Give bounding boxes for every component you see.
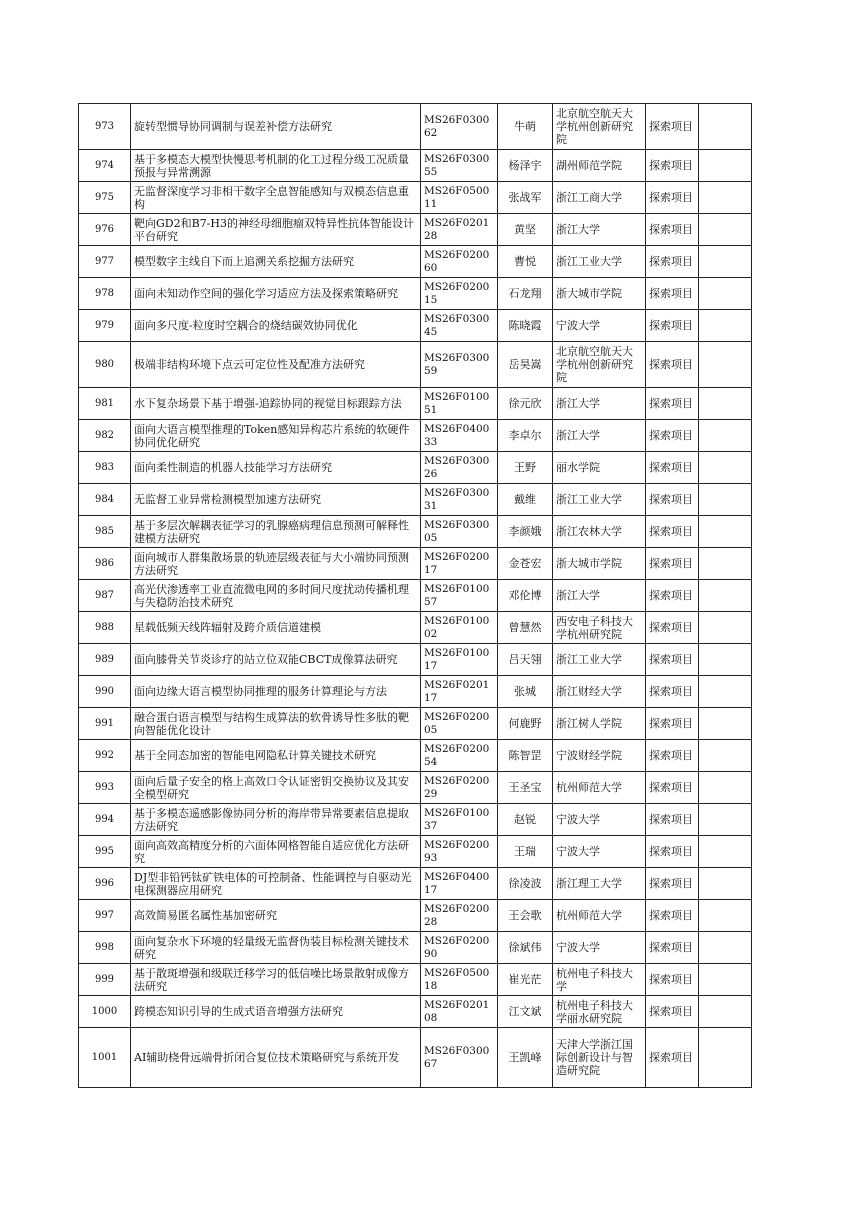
project-type: 探索项目 — [646, 420, 699, 452]
table-row — [79, 342, 752, 388]
table-row — [79, 310, 752, 342]
project-type: 探索项目 — [646, 342, 699, 388]
remarks-cell — [699, 740, 752, 772]
remarks-cell — [699, 278, 752, 310]
table-row — [79, 580, 752, 612]
principal-investigator: 张战军 — [498, 182, 553, 214]
project-code: MS26F030059 — [421, 342, 498, 388]
remarks-cell — [699, 342, 752, 388]
row-number: 987 — [79, 580, 131, 612]
institution: 浙江农林大学 — [553, 516, 646, 548]
institution: 浙江工业大学 — [553, 484, 646, 516]
table-row — [79, 516, 752, 548]
row-number: 990 — [79, 676, 131, 708]
row-number: 979 — [79, 310, 131, 342]
project-type: 探索项目 — [646, 580, 699, 612]
principal-investigator: 李卓尔 — [498, 420, 553, 452]
institution: 丽水学院 — [553, 452, 646, 484]
project-code: MS26F010017 — [421, 644, 498, 676]
project-title: 基于多模态遥感影像协同分析的海岸带异常要素信息提取方法研究 — [131, 804, 421, 836]
project-code: MS26F050011 — [421, 182, 498, 214]
principal-investigator: 赵锐 — [498, 804, 553, 836]
project-title: 面向复杂水下环境的轻量级无监督伪装目标检测关键技术研究 — [131, 932, 421, 964]
table-row — [79, 996, 752, 1028]
remarks-cell — [699, 868, 752, 900]
table-row — [79, 804, 752, 836]
project-code: MS26F010057 — [421, 580, 498, 612]
project-type: 探索项目 — [646, 104, 699, 150]
principal-investigator: 王会歌 — [498, 900, 553, 932]
project-type: 探索项目 — [646, 836, 699, 868]
project-code: MS26F020108 — [421, 996, 498, 1028]
principal-investigator: 李颜娥 — [498, 516, 553, 548]
principal-investigator: 吕天翎 — [498, 644, 553, 676]
principal-investigator: 金苍宏 — [498, 548, 553, 580]
table-row — [79, 548, 752, 580]
row-number: 995 — [79, 836, 131, 868]
institution: 西安电子科技大学杭州研究院 — [553, 612, 646, 644]
principal-investigator: 王凯峰 — [498, 1028, 553, 1088]
principal-investigator: 王野 — [498, 452, 553, 484]
institution: 宁波大学 — [553, 804, 646, 836]
project-title: 面向未知动作空间的强化学习适应方法及探索策略研究 — [131, 278, 421, 310]
project-title: 跨模态知识引导的生成式语音增强方法研究 — [131, 996, 421, 1028]
row-number: 984 — [79, 484, 131, 516]
remarks-cell — [699, 964, 752, 996]
row-number: 988 — [79, 612, 131, 644]
table-row — [79, 900, 752, 932]
principal-investigator: 王瑞 — [498, 836, 553, 868]
project-code: MS26F030062 — [421, 104, 498, 150]
project-title: 旋转型惯导协同调制与误差补偿方法研究 — [131, 104, 421, 150]
remarks-cell — [699, 676, 752, 708]
table-row — [79, 932, 752, 964]
principal-investigator: 杨泽宇 — [498, 150, 553, 182]
project-code: MS26F020060 — [421, 246, 498, 278]
project-code: MS26F020093 — [421, 836, 498, 868]
table-row — [79, 420, 752, 452]
institution: 浙江树人学院 — [553, 708, 646, 740]
project-type: 探索项目 — [646, 932, 699, 964]
project-code: MS26F030031 — [421, 484, 498, 516]
remarks-cell — [699, 214, 752, 246]
project-title: 星载低频天线阵辐射及跨介质信道建模 — [131, 612, 421, 644]
project-type: 探索项目 — [646, 900, 699, 932]
row-number: 999 — [79, 964, 131, 996]
project-code: MS26F020128 — [421, 214, 498, 246]
project-type: 探索项目 — [646, 772, 699, 804]
principal-investigator: 曾慧然 — [498, 612, 553, 644]
project-title: 水下复杂场景下基于增强-追踪协同的视觉目标跟踪方法 — [131, 388, 421, 420]
row-number: 977 — [79, 246, 131, 278]
project-type: 探索项目 — [646, 182, 699, 214]
row-number: 975 — [79, 182, 131, 214]
institution: 浙大城市学院 — [553, 548, 646, 580]
project-title: 融合蛋白语言模型与结构生成算法的软骨诱导性多肽的靶向智能优化设计 — [131, 708, 421, 740]
table-row — [79, 964, 752, 996]
project-title: 面向城市人群集散场景的轨迹层级表征与大小端协同预测方法研究 — [131, 548, 421, 580]
table-row — [79, 150, 752, 182]
table-row — [79, 214, 752, 246]
table-row — [79, 676, 752, 708]
institution: 宁波财经学院 — [553, 740, 646, 772]
principal-investigator: 陈晓霞 — [498, 310, 553, 342]
institution: 浙江财经大学 — [553, 676, 646, 708]
principal-investigator: 徐斌伟 — [498, 932, 553, 964]
project-type: 探索项目 — [646, 214, 699, 246]
row-number: 994 — [79, 804, 131, 836]
institution: 杭州电子科技大学 — [553, 964, 646, 996]
table-row — [79, 1028, 752, 1088]
row-number: 998 — [79, 932, 131, 964]
project-type: 探索项目 — [646, 484, 699, 516]
project-code: MS26F010002 — [421, 612, 498, 644]
institution: 浙江工商大学 — [553, 182, 646, 214]
remarks-cell — [699, 772, 752, 804]
remarks-cell — [699, 996, 752, 1028]
project-title: 高效简易匿名属性基加密研究 — [131, 900, 421, 932]
project-code: MS26F030045 — [421, 310, 498, 342]
principal-investigator: 张城 — [498, 676, 553, 708]
institution: 杭州电子科技大学丽水研究院 — [553, 996, 646, 1028]
project-code: MS26F020117 — [421, 676, 498, 708]
table-row — [79, 868, 752, 900]
remarks-cell — [699, 804, 752, 836]
institution: 杭州师范大学 — [553, 900, 646, 932]
remarks-cell — [699, 310, 752, 342]
principal-investigator: 岳昊嵩 — [498, 342, 553, 388]
principal-investigator: 黄坚 — [498, 214, 553, 246]
row-number: 981 — [79, 388, 131, 420]
remarks-cell — [699, 1028, 752, 1088]
row-number: 992 — [79, 740, 131, 772]
table-body — [79, 104, 752, 1088]
remarks-cell — [699, 452, 752, 484]
remarks-cell — [699, 420, 752, 452]
institution: 浙江大学 — [553, 580, 646, 612]
institution: 北京航空航天大学杭州创新研究院 — [553, 104, 646, 150]
project-title: 基于多模态大模型快慢思考机制的化工过程分级工况质量预报与异常溯源 — [131, 150, 421, 182]
project-code: MS26F010037 — [421, 804, 498, 836]
project-code: MS26F040033 — [421, 420, 498, 452]
project-code: MS26F020028 — [421, 900, 498, 932]
project-title: 面向后量子安全的格上高效口令认证密钥交换协议及其安全模型研究 — [131, 772, 421, 804]
table-row — [79, 182, 752, 214]
project-type: 探索项目 — [646, 868, 699, 900]
row-number: 1000 — [79, 996, 131, 1028]
principal-investigator: 江文斌 — [498, 996, 553, 1028]
project-title: 面向柔性制造的机器人技能学习方法研究 — [131, 452, 421, 484]
remarks-cell — [699, 246, 752, 278]
project-title: 面向多尺度-粒度时空耦合的烧结碳效协同优化 — [131, 310, 421, 342]
project-title: 面向大语言模型推理的Token感知异构芯片系统的软硬件协同优化研究 — [131, 420, 421, 452]
project-type: 探索项目 — [646, 246, 699, 278]
project-title: AI辅助桡骨远端骨折闭合复位技术策略研究与系统开发 — [131, 1028, 421, 1088]
table-row — [79, 484, 752, 516]
institution: 宁波大学 — [553, 932, 646, 964]
project-type: 探索项目 — [646, 612, 699, 644]
row-number: 976 — [79, 214, 131, 246]
project-title: 基于全同态加密的智能电网隐私计算关键技术研究 — [131, 740, 421, 772]
remarks-cell — [699, 932, 752, 964]
project-type: 探索项目 — [646, 388, 699, 420]
project-code: MS26F030067 — [421, 1028, 498, 1088]
project-code: MS26F030005 — [421, 516, 498, 548]
principal-investigator: 戴维 — [498, 484, 553, 516]
project-code: MS26F050018 — [421, 964, 498, 996]
project-type: 探索项目 — [646, 996, 699, 1028]
project-type: 探索项目 — [646, 804, 699, 836]
institution: 浙江工业大学 — [553, 246, 646, 278]
principal-investigator: 石龙翔 — [498, 278, 553, 310]
institution: 浙江理工大学 — [553, 868, 646, 900]
project-type: 探索项目 — [646, 676, 699, 708]
project-type: 探索项目 — [646, 150, 699, 182]
remarks-cell — [699, 182, 752, 214]
project-title: 面向高效高精度分析的六面体网格智能自适应优化方法研究 — [131, 836, 421, 868]
remarks-cell — [699, 104, 752, 150]
row-number: 986 — [79, 548, 131, 580]
table-row — [79, 740, 752, 772]
row-number: 980 — [79, 342, 131, 388]
table-row — [79, 772, 752, 804]
institution: 杭州师范大学 — [553, 772, 646, 804]
institution: 宁波大学 — [553, 310, 646, 342]
remarks-cell — [699, 708, 752, 740]
principal-investigator: 崔光茫 — [498, 964, 553, 996]
project-code: MS26F020017 — [421, 548, 498, 580]
institution: 浙江大学 — [553, 420, 646, 452]
project-type: 探索项目 — [646, 1028, 699, 1088]
row-number: 974 — [79, 150, 131, 182]
institution: 浙江大学 — [553, 214, 646, 246]
principal-investigator: 徐凌波 — [498, 868, 553, 900]
project-title: 基于散斑增强和级联迁移学习的低信噪比场景散射成像方法研究 — [131, 964, 421, 996]
project-code: MS26F020090 — [421, 932, 498, 964]
remarks-cell — [699, 836, 752, 868]
remarks-cell — [699, 388, 752, 420]
institution: 浙大城市学院 — [553, 278, 646, 310]
remarks-cell — [699, 580, 752, 612]
table-row — [79, 612, 752, 644]
remarks-cell — [699, 612, 752, 644]
principal-investigator: 陈智罡 — [498, 740, 553, 772]
project-title: 极端非结构环境下点云可定位性及配准方法研究 — [131, 342, 421, 388]
principal-investigator: 徐元欣 — [498, 388, 553, 420]
row-number: 989 — [79, 644, 131, 676]
remarks-cell — [699, 900, 752, 932]
project-type: 探索项目 — [646, 740, 699, 772]
table-row — [79, 644, 752, 676]
project-list-table — [78, 103, 752, 1088]
row-number: 991 — [79, 708, 131, 740]
project-type: 探索项目 — [646, 708, 699, 740]
project-code: MS26F020029 — [421, 772, 498, 804]
project-type: 探索项目 — [646, 310, 699, 342]
remarks-cell — [699, 644, 752, 676]
project-code: MS26F030055 — [421, 150, 498, 182]
row-number: 982 — [79, 420, 131, 452]
project-type: 探索项目 — [646, 516, 699, 548]
institution: 宁波大学 — [553, 836, 646, 868]
institution: 湖州师范学院 — [553, 150, 646, 182]
institution: 浙江工业大学 — [553, 644, 646, 676]
project-title: 模型数字主线自下而上追溯关系挖掘方法研究 — [131, 246, 421, 278]
table-row — [79, 836, 752, 868]
row-number: 973 — [79, 104, 131, 150]
principal-investigator: 曹悦 — [498, 246, 553, 278]
project-code: MS26F040017 — [421, 868, 498, 900]
project-code: MS26F020054 — [421, 740, 498, 772]
remarks-cell — [699, 484, 752, 516]
principal-investigator: 王圣宝 — [498, 772, 553, 804]
table-row — [79, 104, 752, 150]
project-type: 探索项目 — [646, 548, 699, 580]
project-title: 面向边缘大语言模型协同推理的服务计算理论与方法 — [131, 676, 421, 708]
project-title: 靶向GD2和B7-H3的神经母细胞瘤双特异性抗体智能设计平台研究 — [131, 214, 421, 246]
institution: 浙江大学 — [553, 388, 646, 420]
project-code: MS26F010051 — [421, 388, 498, 420]
project-code: MS26F020015 — [421, 278, 498, 310]
project-title: 面向膝骨关节炎诊疗的站立位双能CBCT成像算法研究 — [131, 644, 421, 676]
row-number: 996 — [79, 868, 131, 900]
table-row — [79, 452, 752, 484]
project-code: MS26F020005 — [421, 708, 498, 740]
project-type: 探索项目 — [646, 278, 699, 310]
row-number: 985 — [79, 516, 131, 548]
project-code: MS26F030026 — [421, 452, 498, 484]
project-type: 探索项目 — [646, 452, 699, 484]
principal-investigator: 邓伦博 — [498, 580, 553, 612]
project-type: 探索项目 — [646, 644, 699, 676]
project-title: 高光伏渗透率工业直流微电网的多时间尺度扰动传播机理与失稳防治技术研究 — [131, 580, 421, 612]
project-title: 无监督深度学习非相干数字全息智能感知与双模态信息重构 — [131, 182, 421, 214]
project-title: 无监督工业异常检测模型加速方法研究 — [131, 484, 421, 516]
row-number: 993 — [79, 772, 131, 804]
table-row — [79, 246, 752, 278]
project-type: 探索项目 — [646, 964, 699, 996]
institution: 天津大学浙江国际创新设计与智造研究院 — [553, 1028, 646, 1088]
table-row — [79, 388, 752, 420]
row-number: 983 — [79, 452, 131, 484]
remarks-cell — [699, 150, 752, 182]
principal-investigator: 牛萌 — [498, 104, 553, 150]
project-title: DJ型非铅钙钛矿铁电体的可控制备、性能调控与自驱动光电探测器应用研究 — [131, 868, 421, 900]
remarks-cell — [699, 516, 752, 548]
institution: 北京航空航天大学杭州创新研究院 — [553, 342, 646, 388]
row-number: 978 — [79, 278, 131, 310]
table-row — [79, 278, 752, 310]
remarks-cell — [699, 548, 752, 580]
table-row — [79, 708, 752, 740]
row-number: 1001 — [79, 1028, 131, 1088]
project-title: 基于多层次解耦表征学习的乳腺癌病理信息预测可解释性建模方法研究 — [131, 516, 421, 548]
principal-investigator: 何鹿野 — [498, 708, 553, 740]
row-number: 997 — [79, 900, 131, 932]
